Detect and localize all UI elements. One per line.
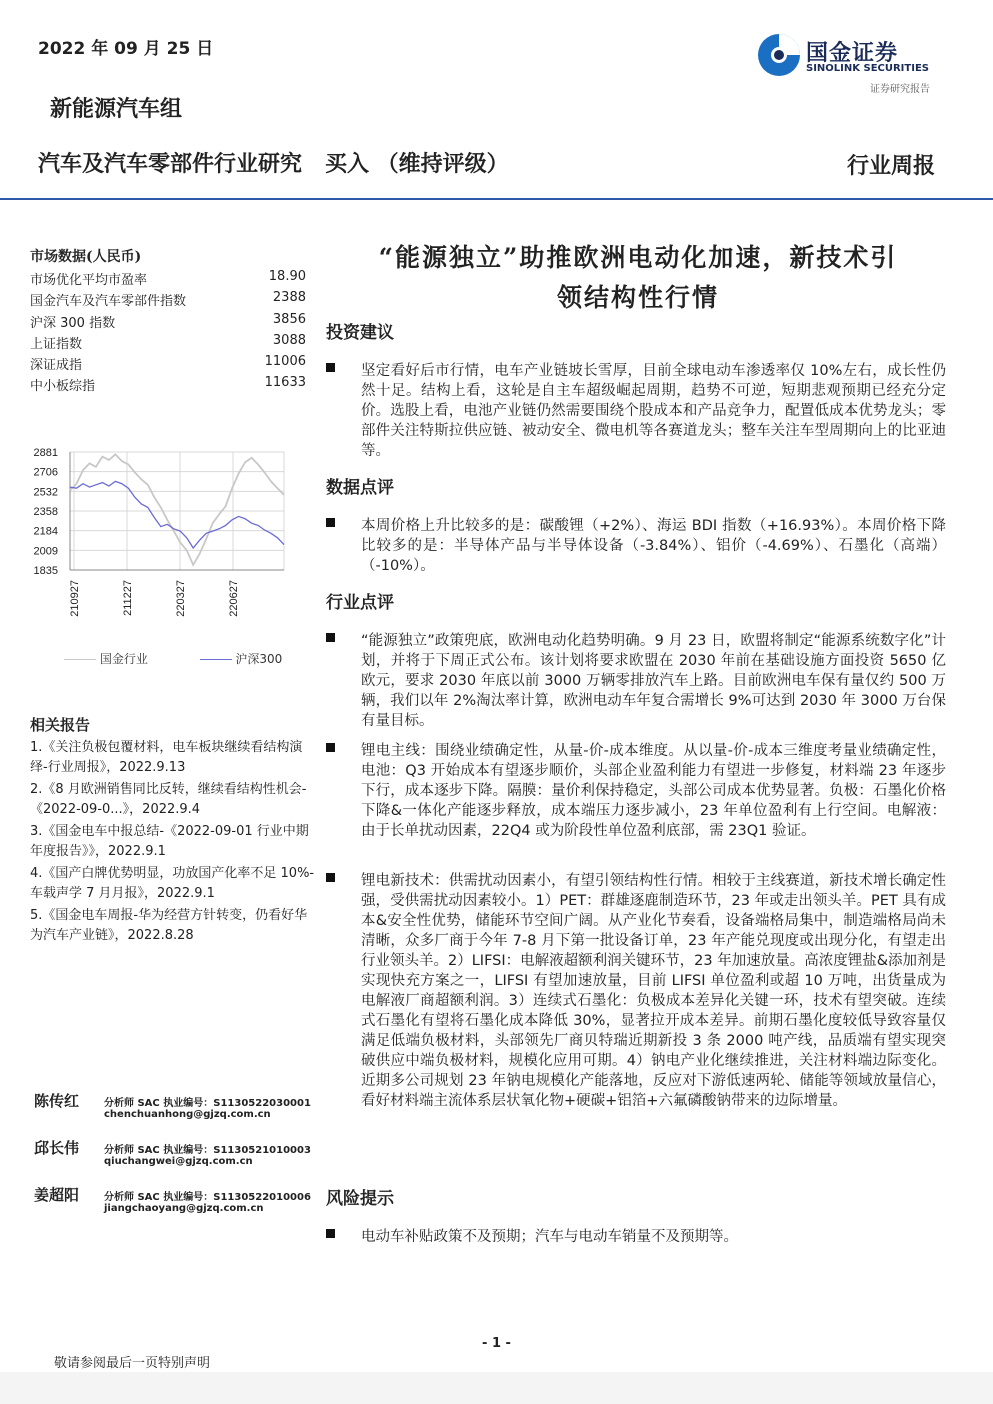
page-number: - 1 - bbox=[482, 1336, 511, 1351]
y-tick-label: 2009 bbox=[33, 545, 58, 558]
market-label: 上证指数 bbox=[30, 337, 83, 352]
y-tick-label: 2706 bbox=[33, 466, 58, 479]
market-data-title: 市场数据(人民币) bbox=[30, 249, 142, 265]
y-tick-label: 2881 bbox=[33, 447, 58, 459]
related-reports-title: 相关报告 bbox=[30, 716, 91, 734]
market-label: 中小板综指 bbox=[30, 379, 96, 394]
headline-line-1: “能源独立”助推欧洲电动化加速，新技术引 bbox=[378, 243, 898, 272]
bullet-text: 锂电新技术：供需扰动因素小，有望引领结构性行情。相较于主线赛道，新技术增长确定性强，受供需扰动因素较小。1）PET：群雄逐鹿制造环节，23 年或走出领头羊。PET 具有成本&安全性优势，储能环节空间广阔。从产业化节奏看，设备端格局集中，制造端格局尚未清晰，众多厂商于今年 7-8 月下第一批设备订单，23 年产能兑现度或出现分化，有望走出行业领头羊。2）LIFSI：电解液超额利润关键环节，23 年加速放量。高浓度锂盐&添加剂是实现快充方案之一，LIFSI 有望加速放量，目前 LIFSI 单位盈利或超 10 万吨，出货量成为电解液厂商超额利润。3）连续式石墨化：负极成本差异化关键一环，技术有望突破。连续式石墨化有望将石墨化成本降低 30%，显著拉开成本差异。前期石墨化度较低导致容量仅满足低端负极材料，头部领先厂商贝特瑞近期新投 3 条 2000 吨产线，品质端有望实现突破供应中端负极材料，规模化应用可期。4）钠电产业化继续推进，关注材料端边际变化。近期多公司规划 23 年钠电规模化产能落地，反应对下游低速两轮、储能等领域放量信心，看好材料端主流体系层状氧化物+硬碳+铝箔+六氟磷酸钠带来的边际增量。 bbox=[361, 873, 947, 1109]
bullet-text: 锂电主线：围绕业绩确定性，从量-价-成本维度。从以量-价-成本三维度考量业绩确定性，电池：Q3 开始成本有望逐步顺价，头部企业盈利能力有望进一步修复，材料端 23 年逐步下行，成本逐步下降。隔膜：量价利保持稳定，头部公司成本优势显著。负极：石墨化价格下降&一体化产能逐步释放，成本端压力逐步减小，23 年单位盈利有上行空间。电解液：由于长单扰动因素，22Q4 或为阶段性单位盈利底部，需 23Q1 验证。 bbox=[361, 743, 946, 839]
section-title-risk: 风险提示 bbox=[326, 1189, 394, 1209]
market-value: 18.90 bbox=[268, 269, 306, 284]
bullet-square-icon bbox=[326, 518, 335, 527]
bullet-invest bbox=[326, 361, 946, 461]
company-logo bbox=[756, 30, 946, 94]
analyst-name: 邱长伟 bbox=[34, 1139, 80, 1157]
analyst-email[interactable]: chenchuanhong@gjzq.com.cn bbox=[104, 1109, 271, 1120]
market-label: 国金汽车及汽车零部件指数 bbox=[30, 294, 187, 309]
market-label: 沪深 300 指数 bbox=[30, 316, 116, 331]
bullet-square-icon bbox=[326, 743, 335, 752]
bullet-square-icon bbox=[326, 363, 335, 372]
header-divider bbox=[0, 198, 993, 200]
legend-swatch-industry bbox=[64, 659, 96, 660]
y-tick-label: 2358 bbox=[33, 506, 58, 518]
analyst-name: 姜超阳 bbox=[34, 1186, 80, 1204]
section-title-invest: 投资建议 bbox=[326, 323, 394, 343]
headline-line-2: 领结构性行情 bbox=[556, 283, 719, 312]
analyst-cert: 分析师 SAC 执业编号：S1130521010003 bbox=[104, 1145, 311, 1156]
bullet-text: “能源独立”政策兜底，欧洲电动化趋势明确。9 月 23 日，欧盟将制定“能源系统数字化”计划，并将于下周正式公布。该计划将要求欧盟在 2030 年前在基础设施方面投资 5650 亿欧元，要求 2030 年底以前 3000 万辆零排放汽车上路。目前欧洲电车保有量仅约 500 万辆，我们以年 2%淘汰率计算，欧洲电动车年复合需增长 9%可达到 2030 年 3000 万台保有量目标。 bbox=[361, 633, 946, 729]
related-report-item[interactable]: 2.《8 月欧洲销售同比反转，继续看结构性机会-《2022-09-0...》，2022.9.4 bbox=[30, 782, 307, 817]
bullet-industry bbox=[326, 871, 946, 1111]
related-report-item[interactable]: 1.《关注负极包覆材料，电车板块继续看结构演绎-行业周报》，2022.9.13 bbox=[30, 740, 303, 775]
market-row bbox=[30, 269, 306, 288]
index-line-chart bbox=[28, 440, 298, 630]
section-title-data: 数据点评 bbox=[326, 478, 394, 498]
market-row bbox=[30, 354, 306, 373]
market-row bbox=[30, 312, 306, 331]
bullet-square-icon bbox=[326, 1229, 335, 1238]
market-row bbox=[30, 375, 306, 394]
x-tick-label: 211227 bbox=[122, 580, 134, 616]
logo-cn: 国金证券 bbox=[806, 41, 899, 66]
report-headline bbox=[328, 238, 948, 318]
bullet-text: 电动车补贴政策不及预期；汽车与电动车销量不及预期等。 bbox=[361, 1229, 738, 1245]
group-name: 新能源汽车组 bbox=[50, 96, 183, 122]
y-tick-label: 1835 bbox=[33, 565, 58, 577]
report-type: 行业周报 bbox=[846, 153, 935, 179]
bullet-data bbox=[326, 516, 946, 576]
related-report-item[interactable]: 3.《国金电车中报总结-《2022-09-01 行业中期年度报告》》，2022.9.1 bbox=[30, 824, 309, 859]
analyst-email[interactable]: qiuchangwei@gjzq.com.cn bbox=[104, 1156, 253, 1167]
market-value: 3088 bbox=[272, 333, 306, 348]
series-line-industry bbox=[70, 454, 284, 565]
footer-band bbox=[0, 1372, 993, 1404]
market-value: 2388 bbox=[272, 290, 306, 305]
analyst-email[interactable]: jiangchaoyang@gjzq.com.cn bbox=[104, 1203, 264, 1214]
disclaimer-note: 敬请参阅最后一页特别声明 bbox=[54, 1356, 211, 1371]
industry-rating: 汽车及汽车零部件行业研究 买入 （维持评级） bbox=[38, 152, 509, 177]
bullet-square-icon bbox=[326, 633, 335, 642]
market-label: 深证成指 bbox=[30, 358, 83, 373]
related-report-item[interactable]: 5.《国金电车周报-华为经营方针转变，仍看好华为汽车产业链》，2022.8.28 bbox=[30, 908, 308, 943]
analyst-name: 陈传红 bbox=[34, 1092, 80, 1110]
legend-label-hs300: 沪深300 bbox=[235, 652, 283, 666]
market-value: 11006 bbox=[264, 354, 306, 369]
analyst-cert: 分析师 SAC 执业编号：S1130522010006 bbox=[104, 1192, 311, 1203]
bullet-industry bbox=[326, 741, 946, 841]
y-tick-label: 2532 bbox=[33, 486, 58, 499]
bullet-square-icon bbox=[326, 873, 335, 882]
section-title-industry: 行业点评 bbox=[326, 593, 394, 613]
bullet-risk bbox=[326, 1227, 946, 1247]
legend-label-industry: 国金行业 bbox=[99, 652, 148, 666]
report-date: 2022 年 09 月 25 日 bbox=[38, 39, 214, 59]
bullet-industry bbox=[326, 631, 946, 731]
market-label: 市场优化平均市盈率 bbox=[30, 273, 148, 288]
x-tick-label: 220627 bbox=[228, 580, 240, 617]
legend-swatch-hs300 bbox=[200, 659, 232, 660]
x-tick-label: 220327 bbox=[175, 580, 187, 617]
bullet-text: 坚定看好后市行情，电车产业链坡长雪厚，目前全球电动车渗透率仅 10%左右，成长性仍然十足。结构上看，这轮是自主车超级崛起周期，趋势不可逆，短期悲观预期已经充分定价。选股上看，电池产业链仍然需要围绕个股成本和产品竞争力，配置低成本优势龙头；零部件关注特斯拉供应链、被动安全、微电机等各赛道龙头；整车关注车型周期向上的比亚迪等。 bbox=[361, 363, 946, 459]
x-tick-label: 210927 bbox=[69, 580, 81, 617]
analyst-cert: 分析师 SAC 执业编号：S1130522030001 bbox=[104, 1098, 311, 1109]
market-row bbox=[30, 290, 306, 309]
chart-legend bbox=[64, 650, 282, 667]
related-report-item[interactable]: 4.《国产白牌优势明显，功放国产化率不足 10%-车载声学 7 月月报》，2022.9.1 bbox=[30, 866, 315, 901]
logo-sub: 证券研究报告 bbox=[870, 84, 930, 95]
y-tick-label: 2184 bbox=[33, 525, 58, 538]
market-row bbox=[30, 333, 306, 352]
sinolink-logo-icon bbox=[756, 32, 802, 78]
logo-en: SINOLINK SECURITIES bbox=[806, 63, 929, 74]
market-value: 3856 bbox=[272, 312, 306, 327]
market-value: 11633 bbox=[264, 375, 306, 390]
bullet-text: 本周价格上升比较多的是：碳酸锂（+2%）、海运 BDI 指数（+16.93%）。本周价格下降比较多的是：半导体产品与半导体设备（-3.84%）、铝价（-4.69%）、石墨化（高端）（-10%）。 bbox=[361, 518, 946, 574]
